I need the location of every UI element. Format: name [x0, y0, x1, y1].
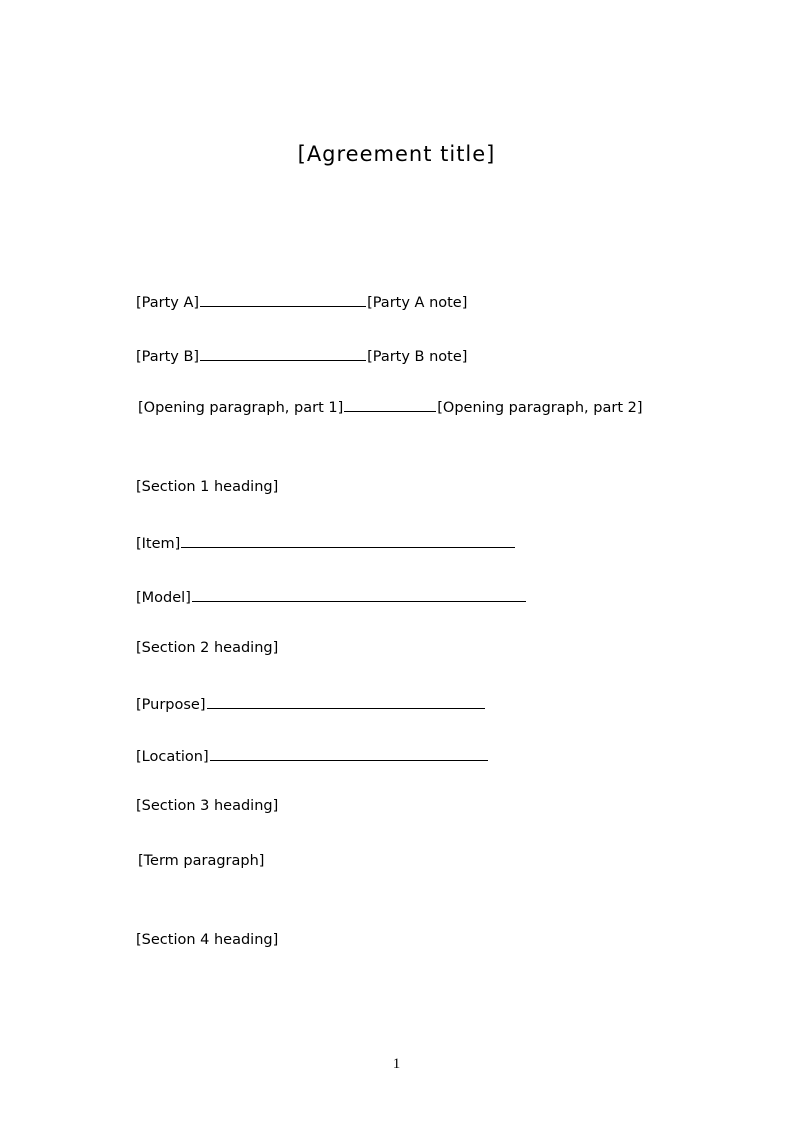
- name-blank[interactable]: [181, 532, 515, 548]
- section3-heading: [Section 3 heading]: [136, 798, 279, 814]
- section1-heading: [Section 1 heading]: [136, 479, 279, 495]
- location-label: [Location]: [136, 749, 209, 765]
- lessor-label: [Party B]: [136, 349, 200, 365]
- lessee-label: [Party A]: [136, 295, 200, 311]
- lessor-line: [136, 345, 467, 365]
- purpose-blank[interactable]: [207, 693, 485, 709]
- intro-blank[interactable]: [344, 396, 436, 412]
- section2-heading: [Section 2 heading]: [136, 640, 279, 656]
- intro-text-2: [Opening paragraph, part 2]: [437, 400, 643, 416]
- page-number: 1: [392, 1056, 401, 1072]
- lessee-blank[interactable]: [200, 291, 366, 307]
- lessee-suffix: [Party A note]: [367, 295, 468, 311]
- model-blank[interactable]: [192, 586, 526, 602]
- lessor-blank[interactable]: [200, 345, 366, 361]
- name-label: [Item]: [136, 536, 181, 552]
- lessor-suffix: [Party B note]: [367, 349, 468, 365]
- model-line: [136, 586, 527, 606]
- purpose-label: [Purpose]: [136, 697, 206, 713]
- name-line: [136, 532, 516, 552]
- term-paragraph: [Term paragraph]: [138, 853, 265, 869]
- lessee-line: [136, 291, 467, 311]
- document-title: [Agreement title]: [297, 142, 496, 166]
- purpose-line: [136, 693, 486, 713]
- intro-text-1: [Opening paragraph, part 1]: [138, 400, 344, 416]
- location-line: [136, 745, 489, 765]
- section4-heading: [Section 4 heading]: [136, 932, 279, 948]
- intro-paragraph: [118, 393, 710, 423]
- location-blank[interactable]: [210, 745, 488, 761]
- model-label: [Model]: [136, 590, 191, 606]
